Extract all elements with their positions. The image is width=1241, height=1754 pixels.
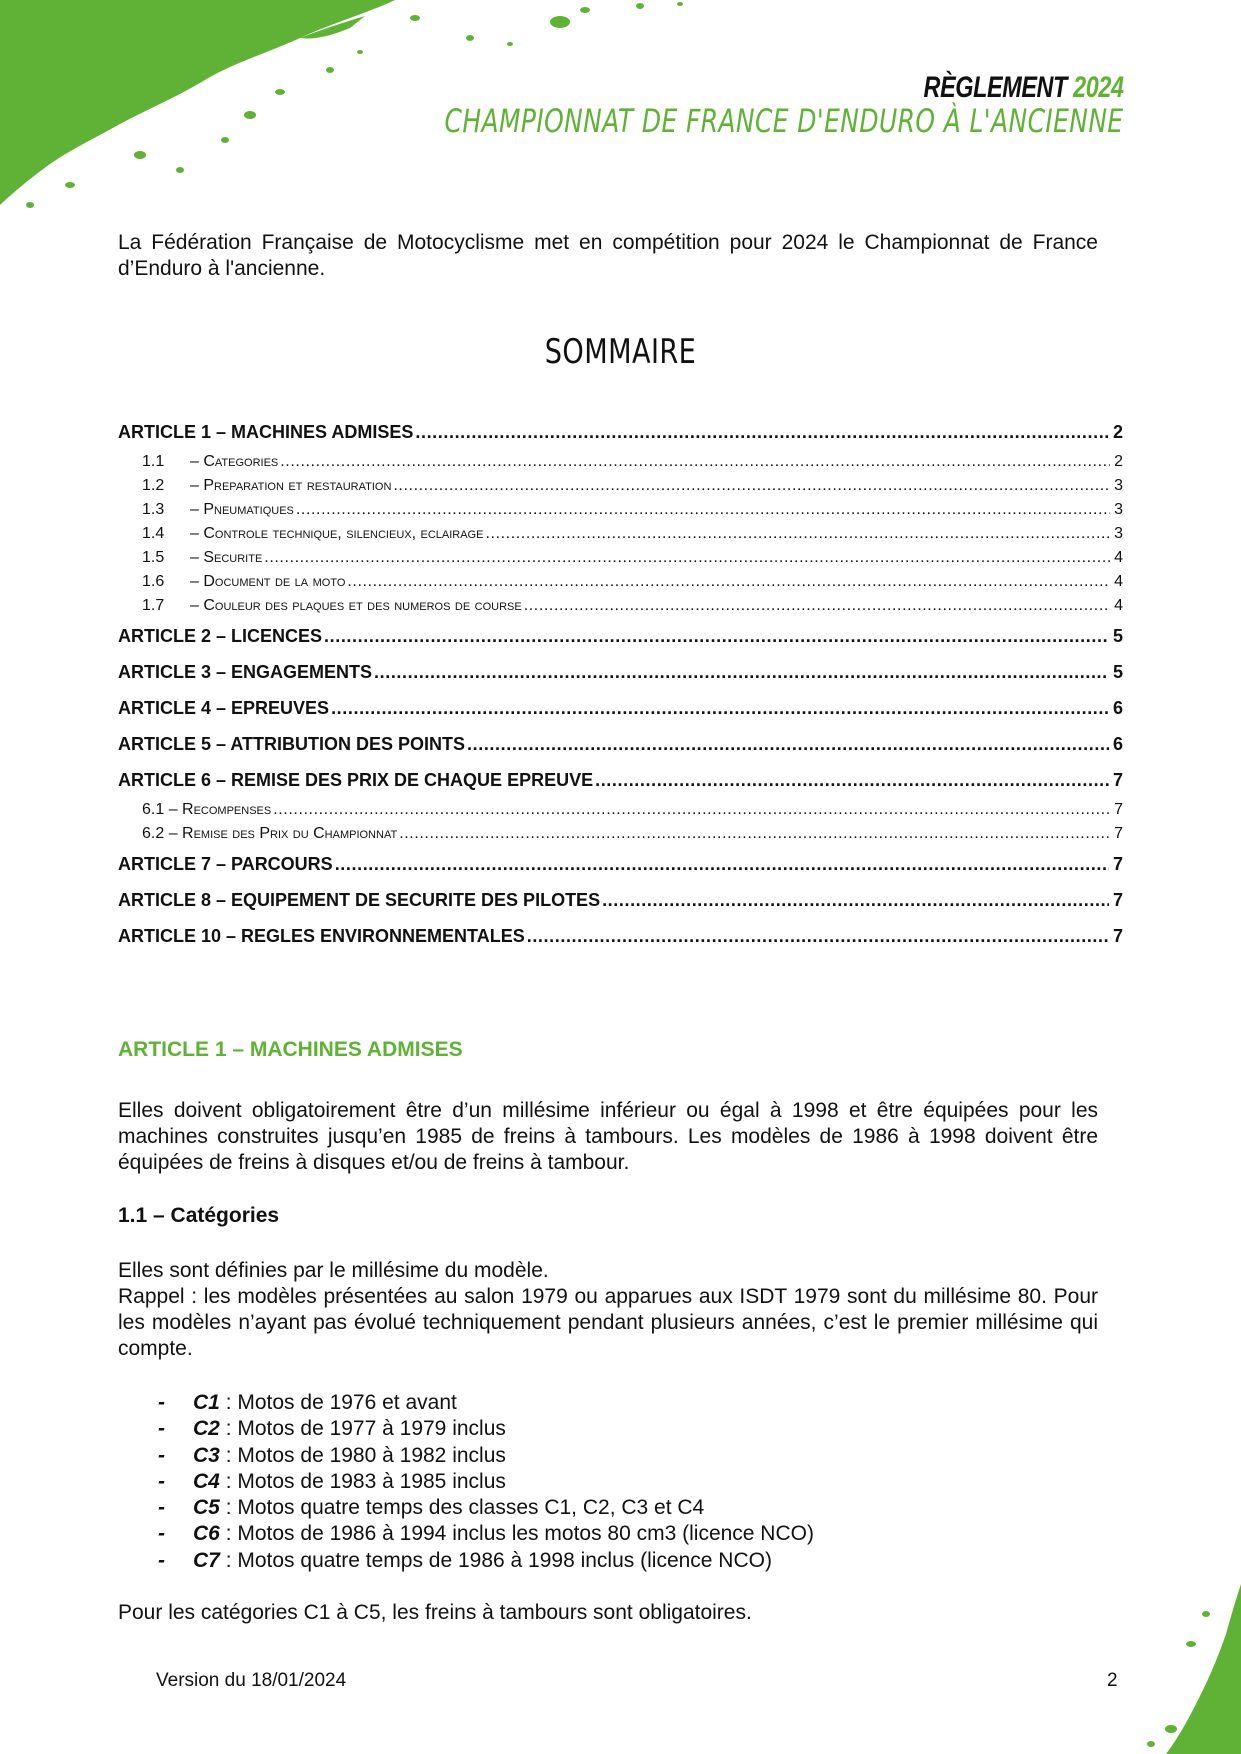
toc-label: – Securite — [190, 549, 263, 566]
header-year: 2024 — [1073, 71, 1124, 104]
toc-entry-article-3[interactable] — [118, 654, 1123, 690]
toc-page: 4 — [1114, 597, 1123, 614]
toc-num: 1.4 — [142, 525, 165, 542]
toc-page: 2 — [1112, 422, 1123, 442]
brush-decoration-bottom-right — [1111, 1584, 1241, 1754]
toc-entry-1-6[interactable] — [118, 570, 1123, 594]
toc-page: 7 — [1112, 770, 1123, 790]
toc-label: – Pneumatiques — [190, 501, 294, 518]
toc-entry-6-1[interactable] — [118, 798, 1123, 822]
toc-entry-article-4[interactable] — [118, 690, 1123, 726]
toc-label: ARTICLE 2 – LICENCES — [118, 626, 323, 646]
footer-version: Version du 18/01/2024 — [156, 1670, 347, 1691]
toc-page: 3 — [1114, 477, 1123, 494]
toc-page: 7 — [1112, 926, 1123, 946]
header-title — [445, 72, 1124, 104]
toc-label: ARTICLE 8 – EQUIPEMENT DE SECURITE DES PILOTES — [118, 890, 601, 910]
toc-page: 7 — [1114, 825, 1123, 842]
section-1-1-line-1: Elles sont définies par le millésime du modèle. — [118, 1259, 549, 1282]
toc-entry-article-2[interactable] — [118, 618, 1123, 654]
toc-entry-article-7[interactable] — [118, 846, 1123, 882]
toc-page: 7 — [1114, 801, 1123, 818]
toc-page: 2 — [1114, 453, 1123, 470]
sommaire-title: SOMMAIRE — [544, 332, 697, 372]
toc-label: – Controle technique, silencieux, eclairage — [190, 525, 484, 542]
categories-list — [118, 1390, 1118, 1574]
toc-num: 1.5 — [142, 549, 165, 566]
list-item: - C3 : Motos de 1980 à 1982 inclus — [158, 1443, 506, 1467]
toc-num: 1.7 — [142, 597, 165, 614]
table-of-contents — [118, 414, 1123, 954]
section-1-1-heading: 1.1 – Catégories — [118, 1204, 280, 1227]
brush-splatter-top — [380, 0, 1080, 60]
toc-label: 6.1 – Recompenses — [142, 801, 272, 818]
toc-num: 1.2 — [142, 477, 165, 494]
toc-page: 6 — [1112, 734, 1123, 754]
toc-entry-6-2[interactable] — [118, 822, 1123, 846]
toc-entry-article-5[interactable] — [118, 726, 1123, 762]
section-1-1-body — [118, 1258, 1098, 1362]
header-reglement-word: RÈGLEMENT — [923, 71, 1068, 104]
toc-num: 1.1 — [142, 453, 165, 470]
list-item: - C4 : Motos de 1983 à 1985 inclus — [158, 1469, 506, 1493]
toc-entry-1-5[interactable] — [118, 546, 1123, 570]
toc-entry-1-3[interactable] — [118, 498, 1123, 522]
article-1-heading: ARTICLE 1 – MACHINES ADMISES — [118, 1038, 463, 1061]
toc-entry-article-8[interactable] — [118, 882, 1123, 918]
toc-entry-article-1[interactable] — [118, 414, 1123, 450]
document-header — [253, 72, 1124, 138]
toc-label: – Categories — [190, 453, 279, 470]
list-item: - C5 : Motos quatre temps des classes C1, C2, C3 et C4 — [158, 1496, 705, 1520]
toc-label: ARTICLE 7 – PARCOURS — [118, 854, 333, 874]
toc-label: – Document de la moto — [190, 573, 346, 590]
list-item: - C1 : Motos de 1976 et avant — [158, 1391, 457, 1414]
header-championship: CHAMPIONNAT DE FRANCE D'ENDURO À L'ANCIENNE — [444, 102, 1124, 140]
toc-page: 5 — [1112, 626, 1123, 646]
toc-label: – Couleur des plaques et des numeros de course — [190, 597, 522, 614]
toc-entry-article-10[interactable] — [118, 918, 1123, 954]
toc-entry-1-7[interactable] — [118, 594, 1123, 618]
toc-label: ARTICLE 5 – ATTRIBUTION DES POINTS — [118, 734, 466, 754]
categories-closing-note: Pour les catégories C1 à C5, les freins à tambours sont obligatoires. — [118, 1601, 752, 1624]
toc-page: 3 — [1114, 501, 1123, 518]
list-item: - C6 : Motos de 1986 à 1994 inclus les motos 80 cm3 (licence NCO) — [158, 1522, 814, 1546]
toc-num: 1.6 — [142, 573, 165, 590]
intro-paragraph: La Fédération Française de Motocyclisme met en compétition pour 2024 le Championnat de France d’Enduro à l'ancienne. — [118, 231, 1098, 280]
toc-label: ARTICLE 6 – REMISE DES PRIX DE CHAQUE EPREUVE — [118, 770, 594, 790]
section-1-1-line-2: Rappel : les modèles présentées au salon 1979 ou apparues aux ISDT 1979 sont du millésime 80. Pour les modèles n’ayant pas évolué techniquement pendant plusieurs années, c’est le premier millésime qui compte. — [118, 1285, 1098, 1360]
toc-page: 6 — [1112, 698, 1123, 718]
footer-page-number: 2 — [1107, 1670, 1118, 1691]
toc-page: 4 — [1114, 549, 1123, 566]
list-item: - C2 : Motos de 1977 à 1979 inclus — [158, 1417, 506, 1441]
toc-label: ARTICLE 1 – MACHINES ADMISES — [118, 422, 414, 442]
toc-entry-article-6[interactable] — [118, 762, 1123, 798]
toc-label: ARTICLE 10 – REGLES ENVIRONNEMENTALES — [118, 926, 525, 946]
article-1-body: Elles doivent obligatoirement être d’un millésime inférieur ou égal à 1998 et être équipées pour les machines construites jusqu’en 1985 de freins à tambours. Les modèles de 1986 à 1998 doivent être équipées de freins à disques et/ou de freins à tambour. — [118, 1099, 1098, 1174]
toc-page: 7 — [1112, 854, 1123, 874]
toc-page: 4 — [1114, 573, 1123, 590]
toc-label: ARTICLE 4 – EPREUVES — [118, 698, 330, 718]
toc-entry-1-4[interactable] — [118, 522, 1123, 546]
toc-num: 1.3 — [142, 501, 165, 518]
list-item: - C7 : Motos quatre temps de 1986 à 1998 inclus (licence NCO) — [158, 1548, 772, 1572]
toc-label: 6.2 – Remise des Prix du Championnat — [142, 825, 398, 842]
toc-page: 5 — [1112, 662, 1123, 682]
toc-entry-1-1[interactable] — [118, 450, 1123, 474]
toc-entry-1-2[interactable] — [118, 474, 1123, 498]
toc-page: 7 — [1112, 890, 1123, 910]
toc-label: ARTICLE 3 – ENGAGEMENTS — [118, 662, 373, 682]
toc-label: – Preparation et restauration — [190, 477, 392, 494]
toc-page: 3 — [1114, 525, 1123, 542]
